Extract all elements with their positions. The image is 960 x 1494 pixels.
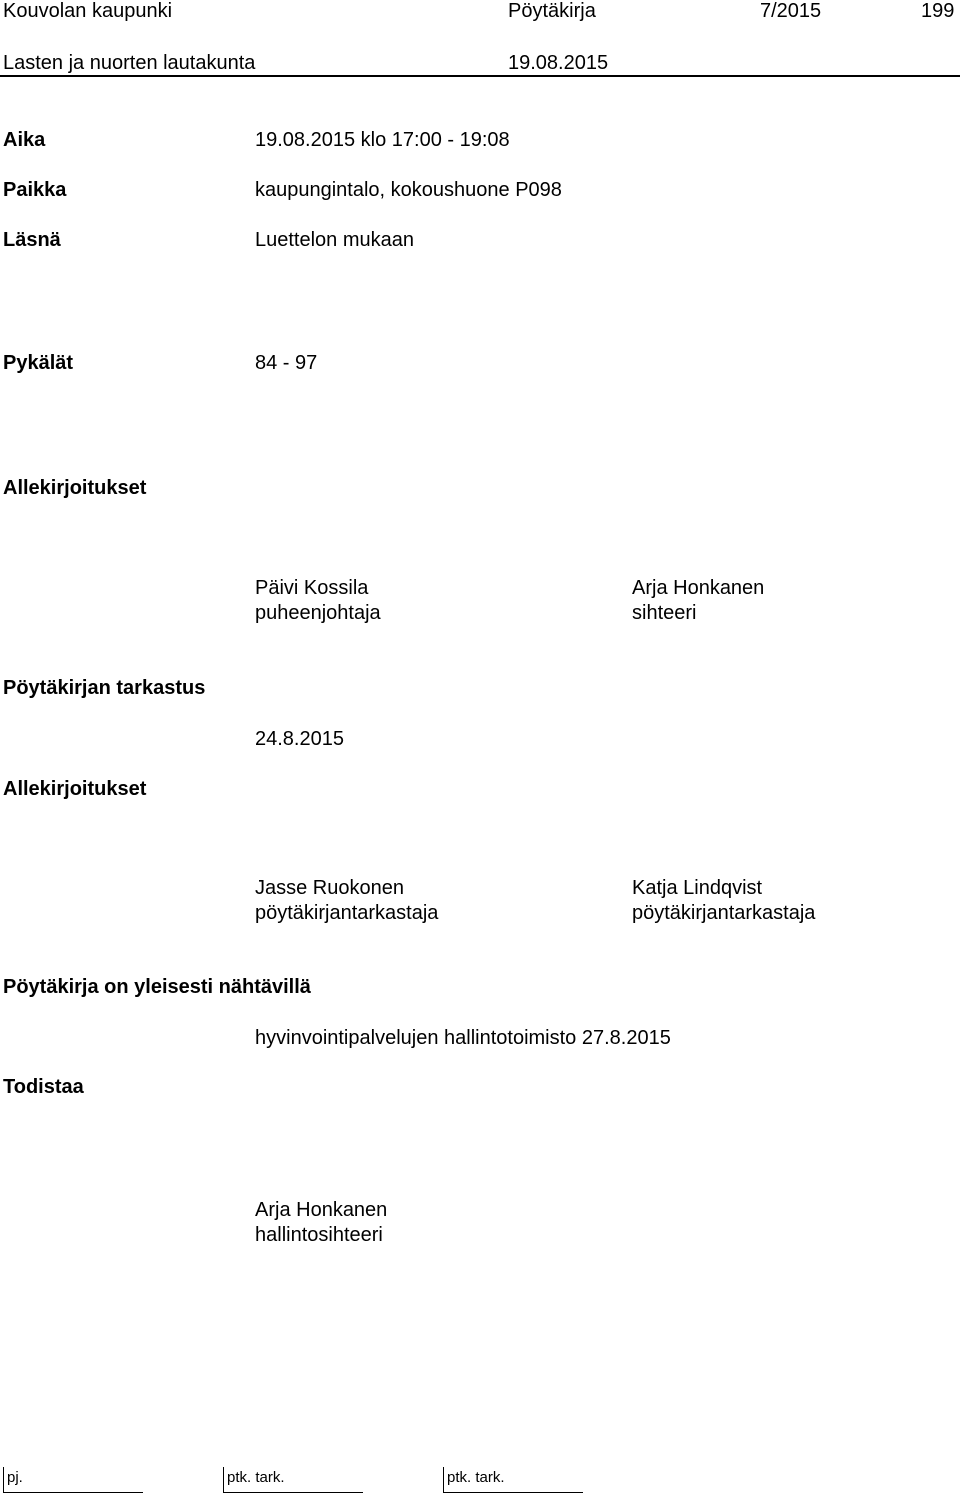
secretary-name: Arja Honkanen	[632, 577, 765, 599]
chair-signature	[255, 576, 381, 626]
certifier-signature	[255, 1198, 387, 1248]
initials-chair-label: pj.	[7, 1469, 23, 1486]
certifier-name: Arja Honkanen	[255, 1199, 388, 1221]
chair-role: puheenjohtaja	[255, 602, 381, 624]
reviewer1-name: Jasse Ruokonen	[255, 877, 404, 899]
initials-reviewer2-label: ptk. tark.	[447, 1469, 505, 1486]
header-divider	[0, 75, 960, 77]
reviewer2-signature	[632, 876, 815, 926]
reviewer2-name: Katja Lindqvist	[632, 877, 763, 899]
review-date: 24.8.2015	[255, 728, 344, 750]
chair-name: Päivi Kossila	[255, 577, 369, 599]
time-value: 19.08.2015 klo 17:00 - 19:08	[255, 129, 510, 151]
present-label: Läsnä	[3, 229, 61, 251]
reviewer2-role: pöytäkirjantarkastaja	[632, 902, 816, 924]
public-label: Pöytäkirja on yleisesti nähtävillä	[3, 976, 311, 998]
secretary-role: sihteeri	[632, 602, 697, 624]
public-value: hyvinvointipalvelujen hallintotoimisto 27.8.2015	[255, 1027, 671, 1049]
place-label: Paikka	[3, 179, 67, 201]
certify-label: Todistaa	[3, 1076, 84, 1098]
initials-reviewer2-box	[443, 1467, 583, 1493]
sections-value: 84 - 97	[255, 352, 318, 374]
page-number: 199	[921, 0, 955, 22]
initials-chair-box	[3, 1467, 143, 1493]
committee-name: Lasten ja nuorten lautakunta	[3, 52, 256, 74]
initials-reviewer1-box	[223, 1467, 363, 1493]
document-type: Pöytäkirja	[508, 0, 596, 22]
sections-label: Pykälät	[3, 352, 74, 374]
reviewer1-signature	[255, 876, 438, 926]
header-date: 19.08.2015	[508, 52, 609, 74]
document-number: 7/2015	[760, 0, 822, 22]
reviewer1-role: pöytäkirjantarkastaja	[255, 902, 439, 924]
review-label: Pöytäkirjan tarkastus	[3, 677, 206, 699]
organization-name: Kouvolan kaupunki	[3, 0, 173, 22]
review-signatures-label: Allekirjoitukset	[3, 778, 147, 800]
secretary-signature	[632, 576, 764, 626]
place-value: kaupungintalo, kokoushuone P098	[255, 179, 562, 201]
present-value: Luettelon mukaan	[255, 229, 415, 251]
initials-reviewer1-label: ptk. tark.	[227, 1469, 285, 1486]
certifier-role: hallintosihteeri	[255, 1224, 383, 1246]
signatures-label: Allekirjoitukset	[3, 477, 147, 499]
time-label: Aika	[3, 129, 46, 151]
